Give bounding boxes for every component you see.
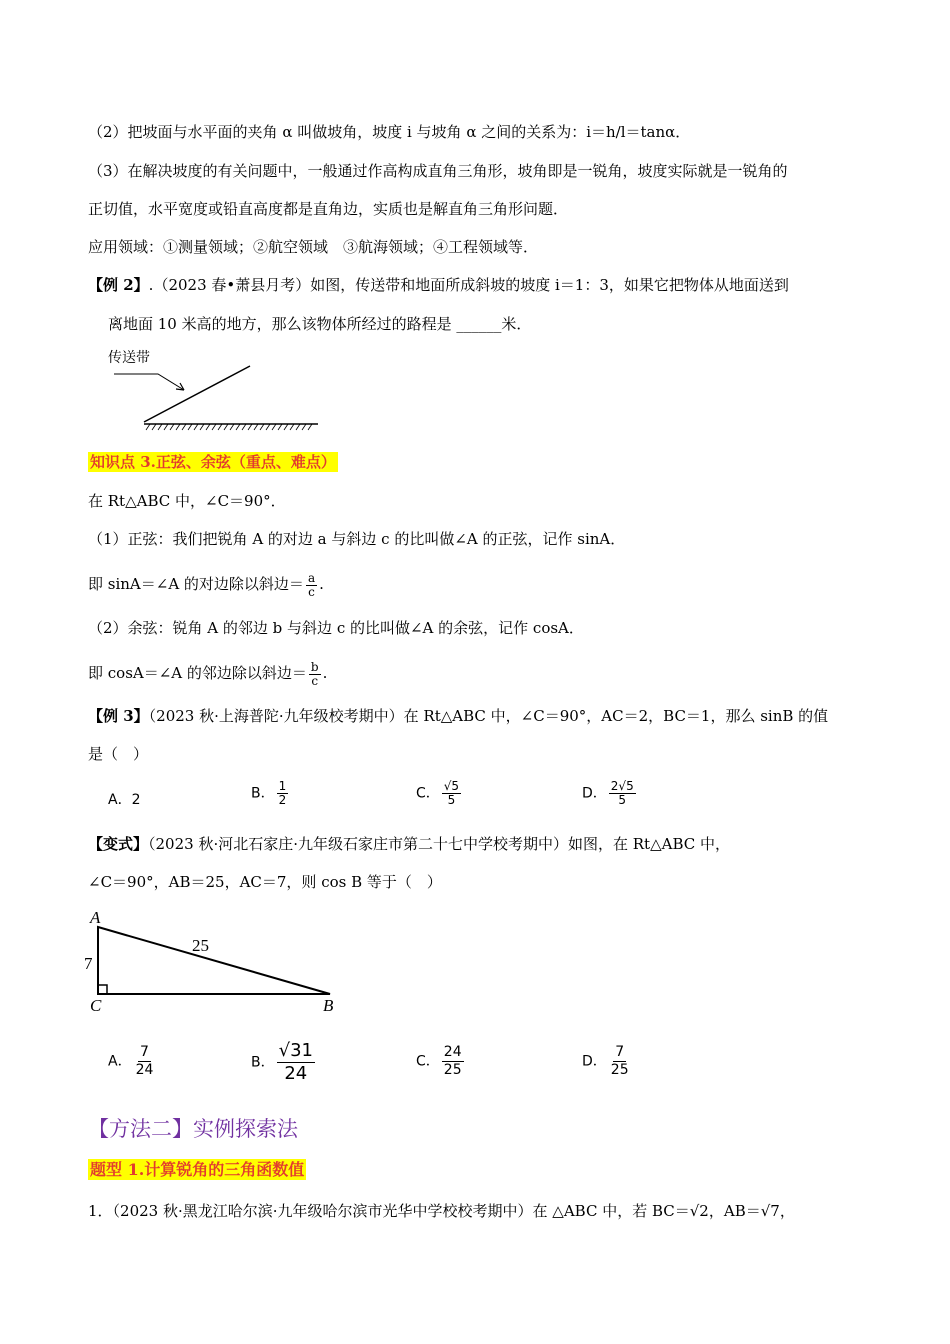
option-denominator: 25: [610, 1062, 629, 1078]
option-numerator: √5: [443, 779, 460, 793]
option-numerator: 7: [140, 1044, 149, 1060]
example-2-line2: 离地面 10 米高的地方，那么该物体所经过的路程是 ______米．: [108, 315, 532, 333]
option-fraction: [442, 1044, 464, 1079]
ex3-option-a[interactable]: [108, 789, 141, 809]
option-fraction: [442, 780, 461, 807]
option-denominator: 5: [618, 793, 627, 807]
right-angle-mark: [98, 985, 107, 994]
cosine-period: .: [322, 664, 328, 682]
application-fields: 应用领域：①测量领域；②航空领域 ③航海领域；④工程领域等．: [88, 238, 539, 256]
vertex-b: B: [323, 996, 334, 1015]
option-letter: B．: [251, 785, 275, 802]
ground-hatching: [146, 424, 312, 430]
option-denominator: 5: [447, 793, 456, 807]
sine-fraction: [306, 572, 317, 599]
sine-formula-text: 即 sinA＝∠A 的对边除以斜边＝: [88, 575, 304, 593]
option-denominator: 24: [284, 1063, 308, 1084]
sine-period: .: [319, 575, 324, 593]
example-3-line1: [88, 706, 828, 726]
vertex-c: C: [90, 996, 102, 1015]
cosine-definition: （2）余弦：锐角 A 的邻边 b 与斜边 c 的比叫做∠A 的余弦，记作 cosA．: [88, 619, 584, 637]
variant-option-b[interactable]: [251, 1040, 317, 1085]
option-numerator: 7: [615, 1044, 625, 1060]
ex3-option-b[interactable]: [251, 780, 290, 807]
variant-option-d[interactable]: [582, 1044, 633, 1079]
knowledge-point-3-heading: [88, 452, 338, 472]
option-denominator: 25: [443, 1062, 462, 1078]
example-2-text: .（2023 春•萧县月考）如图，传送带和地面所成斜坡的坡度 i＝1：3，如果它把物体从地面送到: [148, 276, 789, 294]
question-type-1-heading: [88, 1160, 306, 1180]
arrow-head-icon: [176, 383, 184, 390]
question-1: 1．（2023 秋·黑龙江哈尔滨·九年级哈尔滨市光华中学校校考期中）在 △ABC 中，若 BC＝√2，AB＝√7，: [88, 1202, 795, 1220]
sine-denominator: c: [308, 584, 315, 599]
option-fraction: [609, 1044, 631, 1079]
example-3-text: （2023 秋·上海普陀·九年级校考期中）在 Rt△ABC 中，∠C＝90°，AC＝2，BC＝1，那么 sinB 的值: [148, 707, 829, 725]
triangle-figure: [80, 905, 350, 1017]
option-numerator: 1: [278, 779, 287, 793]
variant-line2: ∠C＝90°，AB＝25，AC＝7，则 cos B 等于（ ）: [88, 873, 442, 891]
variant-option-a[interactable]: [108, 1044, 157, 1079]
option-fraction: [609, 780, 636, 807]
slope-line: [144, 366, 250, 422]
variant-label: 【变式】: [88, 835, 149, 853]
ex3-option-c[interactable]: [416, 780, 463, 807]
vertex-a: A: [90, 908, 101, 927]
cosine-fraction: [309, 661, 321, 688]
cosine-denominator: c: [311, 673, 319, 688]
sine-formula: [88, 566, 324, 602]
variant-line1: [88, 834, 730, 854]
variant-option-c[interactable]: [416, 1044, 466, 1079]
example-3-label: 【例 3】: [88, 707, 149, 725]
option-denominator: 2: [278, 793, 287, 807]
option-letter: D．: [582, 1053, 607, 1070]
question-type-1-title: 题型 1.计算锐角的三角函数值: [90, 1160, 305, 1179]
option-fraction: [134, 1044, 156, 1079]
sine-definition: （1）正弦：我们把锐角 A 的对边 a 与斜边 c 的比叫做∠A 的正弦，记作 sinA．: [88, 530, 626, 548]
option-letter: A．: [108, 792, 132, 808]
cosine-numerator: b: [310, 659, 319, 674]
option-fraction: [277, 1040, 315, 1085]
option-denominator: 24: [135, 1062, 154, 1078]
paragraph-slope-problems: （3）在解决坡度的有关问题中，一般通过作高构成直角三角形，坡角即是一锐角，坡度实际就是一锐角的: [88, 162, 788, 180]
option-numerator: 2√5: [610, 779, 634, 793]
side-ab-label: 25: [192, 936, 209, 955]
cosine-formula: [88, 655, 327, 691]
example-3-line2: 是（ ）: [88, 745, 149, 763]
variant-text: （2023 秋·河北石家庄·九年级石家庄市第二十七中学校考期中）如图，在 Rt△ABC 中，: [148, 835, 731, 853]
option-letter: B．: [251, 1054, 275, 1071]
option-numerator: 24: [443, 1044, 462, 1060]
option-letter: C．: [416, 1053, 440, 1070]
example-2-label: 【例 2】: [88, 276, 149, 294]
option-value: 2: [131, 792, 141, 808]
cosine-formula-text: 即 cosA＝∠A 的邻边除以斜边＝: [88, 664, 307, 682]
sine-numerator: a: [307, 570, 316, 585]
paragraph-slope-problems-cont: 正切值，水平宽度或铅直高度都是直角边，实质也是解直角三角形问题．: [88, 200, 569, 218]
pointer-arrow: [114, 374, 184, 390]
paragraph-slope-angle: （2）把坡面与水平面的夹角 α 叫做坡角，坡度 i 与坡角 α 之间的关系为：i＝h/l＝tanα．: [88, 123, 691, 141]
option-fraction: [277, 780, 289, 807]
kp3-intro: 在 Rt△ABC 中，∠C＝90°．: [88, 492, 286, 510]
option-letter: A．: [108, 1053, 132, 1070]
example-2-line1: [88, 275, 789, 295]
method-2-heading: 【方法二】实例探索法: [88, 1117, 298, 1141]
option-letter: D．: [582, 785, 607, 802]
knowledge-point-3-title: 知识点 3.正弦、余弦（重点、难点）: [90, 453, 336, 471]
option-numerator: √31: [278, 1040, 313, 1061]
conveyor-figure: [100, 340, 330, 440]
ex3-option-d[interactable]: [582, 780, 638, 807]
conveyor-label: 传送带: [108, 350, 150, 366]
side-ac-label: 7: [84, 954, 93, 973]
option-letter: C．: [416, 785, 440, 802]
triangle: [98, 927, 330, 994]
